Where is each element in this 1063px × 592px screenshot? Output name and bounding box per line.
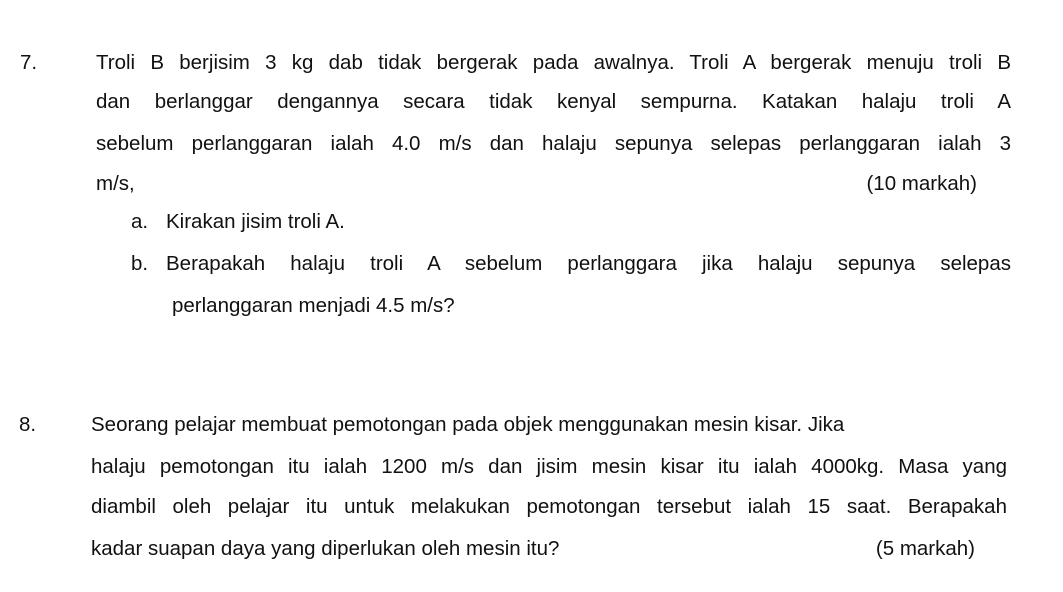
marks-label: (10 markah): [866, 172, 977, 195]
marks-label: (5 markah): [875, 537, 975, 560]
subpart-letter: a.: [131, 210, 149, 233]
question-line: sebelum perlanggaran ialah 4.0 m/s dan halaju sepunya selepas perlanggaran ialah 3: [96, 132, 1011, 155]
question-line: kadar suapan daya yang diperlukan oleh mesin itu?: [91, 537, 560, 560]
question-number: 8.: [19, 413, 37, 436]
subpart-text: perlanggaran menjadi 4.5 m/s?: [172, 294, 455, 317]
subpart-text-block: [166, 252, 1011, 332]
question-line: diambil oleh pelajar itu untuk melakukan pemotongan tersebut ialah 15 saat. Berapakah: [91, 495, 1007, 518]
question-line: dan berlanggar dengannya secara tidak kenyal sempurna. Katakan halaju troli A: [96, 90, 1011, 113]
question-line: m/s,: [96, 172, 135, 195]
subpart-letter: b.: [131, 252, 149, 275]
question-line: halaju pemotongan itu ialah 1200 m/s dan jisim mesin kisar itu ialah 4000kg. Masa yang: [91, 455, 1007, 478]
question-number: 7.: [20, 51, 38, 74]
question-text: [96, 51, 1011, 201]
subpart-text: Kirakan jisim troli A.: [166, 210, 345, 233]
question-line: Troli B berjisim 3 kg dab tidak bergerak pada awalnya. Troli A bergerak menuju troli B: [96, 51, 1011, 74]
question-text: [91, 413, 1007, 563]
subpart-text: Berapakah halaju troli A sebelum perlanggara jika halaju sepunya selepas: [166, 252, 1011, 275]
question-line: Seorang pelajar membuat pemotongan pada objek menggunakan mesin kisar. Jika: [91, 413, 845, 436]
